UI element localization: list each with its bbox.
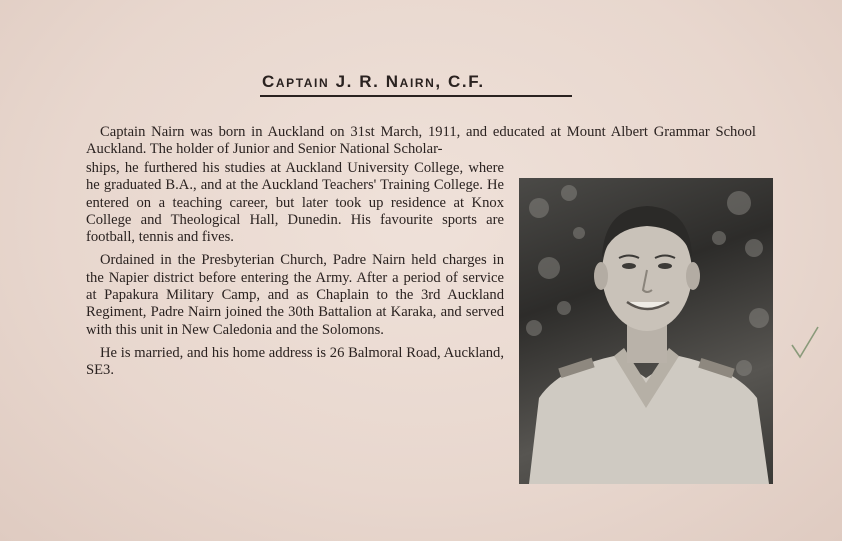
paragraph-ministry: Ordained in the Presbyterian Church, Padre Nairn held charges in the Napier district before entering the Army. After a period of service at Papakura Military Camp, and as Chaplain to the 3rd Auckland Regiment, Padre Nairn joined the 30th Battalion at Karaka, and served with this unit in New Caledonia and the Solomons.	[86, 252, 504, 338]
paragraph-intro-full-width: Captain Nairn was born in Auckland on 31st March, 1911, and educated at Mount Albert Grammar School Auckland. The holder of Junior and Senior National Scholar-	[86, 124, 756, 157]
portrait-illustration	[519, 178, 773, 484]
pencil-check-mark	[790, 325, 820, 361]
paragraph-education: ships, he furthered his studies at Auckland University College, where he graduated B.A., and at the Auckland Teachers' Training College. He entered on a teaching career, but later took up residence at Knox College and Theological Hall, Dunedin. His favourite sports are football, tennis and fives.	[86, 160, 504, 246]
paragraph-home-address: He is married, and his home address is 26 Balmoral Road, Auckland, SE3.	[86, 344, 504, 379]
title-underline	[260, 95, 572, 97]
text-column	[86, 160, 504, 386]
page-title: Captain J. R. Nairn, C.F.	[262, 72, 485, 91]
portrait-photo	[519, 178, 773, 484]
